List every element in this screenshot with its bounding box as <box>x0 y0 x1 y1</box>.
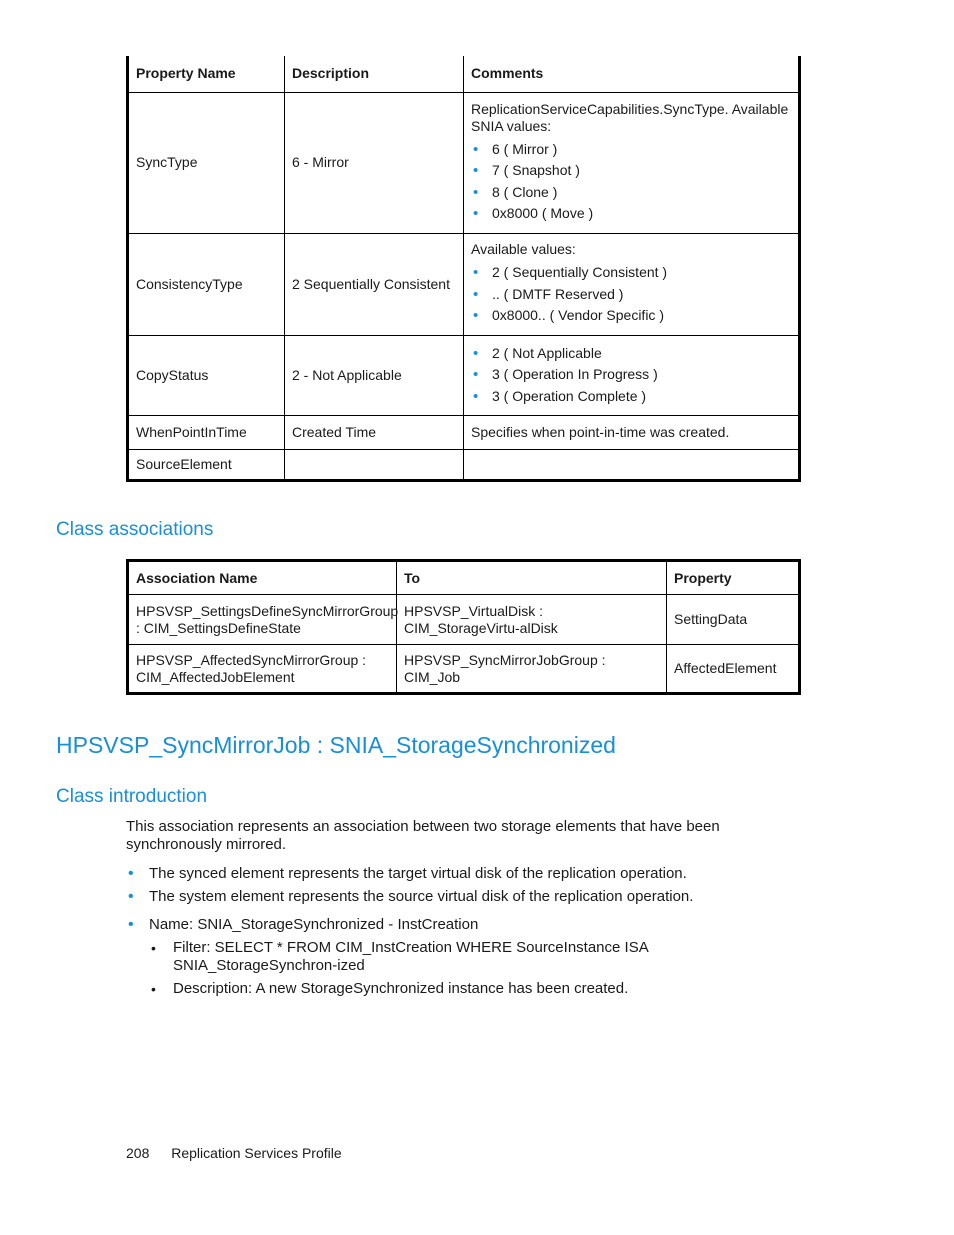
association-to: HPSVSP_VirtualDisk : CIM_StorageVirtu-alDisk <box>397 595 667 645</box>
association-property: SettingData <box>667 595 800 645</box>
table-row <box>128 233 800 335</box>
table-row <box>128 645 800 694</box>
indication-name: Name: SNIA_StorageSynchronized - InstCreation <box>149 916 479 933</box>
list-item: • 3 ( Operation In Progress ) <box>471 364 791 386</box>
list-item: • 6 ( Mirror ) <box>471 139 791 161</box>
property-comments <box>464 233 800 335</box>
association-name: HPSVSP_AffectedSyncMirrorGroup : CIM_AffectedJobElement <box>128 645 397 694</box>
header-property: Property <box>667 561 800 595</box>
property-description: 2 Sequentially Consistent <box>285 233 464 335</box>
property-name: SourceElement <box>128 449 285 480</box>
property-description: 6 - Mirror <box>285 92 464 233</box>
header-association-name: Association Name <box>128 561 397 595</box>
class-introduction-heading: Class introduction <box>56 786 208 807</box>
header-comments: Comments <box>464 56 800 92</box>
property-comments <box>464 92 800 233</box>
table-row <box>128 415 800 449</box>
header-description: Description <box>285 56 464 92</box>
element-bullet-list <box>126 865 806 911</box>
property-comments <box>464 449 800 480</box>
list-item: • The system element represents the source virtual disk of the replication operation. <box>126 888 806 906</box>
association-to: HPSVSP_SyncMirrorJobGroup : CIM_Job <box>397 645 667 694</box>
indication-list <box>126 916 806 1003</box>
list-item: • The synced element represents the target virtual disk of the replication operation. <box>126 865 806 883</box>
associations-table <box>126 559 801 695</box>
list-item: • 2 ( Sequentially Consistent ) <box>471 262 791 284</box>
comment-intro: Available values: <box>471 241 576 258</box>
value-list <box>471 262 791 327</box>
class-associations-heading: Class associations <box>56 519 214 540</box>
page-footer <box>126 1145 342 1161</box>
intro-paragraph: This association represents an association between two storage elements that have been synchronously mirrored. <box>126 818 720 853</box>
indication-description: • Description: A new StorageSynchronized instance has been created. <box>149 980 806 998</box>
property-description: Created Time <box>285 415 464 449</box>
property-comments: Specifies when point-in-time was created. <box>464 415 800 449</box>
list-item: • 8 ( Clone ) <box>471 182 791 204</box>
table-row <box>128 595 800 645</box>
indication-item <box>126 916 806 998</box>
section-title: HPSVSP_SyncMirrorJob : SNIA_StorageSynchronized <box>56 732 616 758</box>
list-item: • 0x8000 ( Move ) <box>471 203 791 225</box>
footer-title: Replication Services Profile <box>171 1145 342 1161</box>
association-name: HPSVSP_SettingsDefineSyncMirrorGroup : CIM_SettingsDefineState <box>128 595 397 645</box>
property-comments <box>464 335 800 415</box>
indication-details <box>149 939 806 998</box>
property-name: CopyStatus <box>128 335 285 415</box>
property-description <box>285 449 464 480</box>
property-name: SyncType <box>128 92 285 233</box>
list-item: • 2 ( Not Applicable <box>471 343 791 365</box>
list-item: • .. ( DMTF Reserved ) <box>471 284 791 306</box>
table-row <box>128 92 800 233</box>
list-item: • 0x8000.. ( Vendor Specific ) <box>471 305 791 327</box>
table-row <box>128 335 800 415</box>
list-item: • 3 ( Operation Complete ) <box>471 386 791 408</box>
property-name: WhenPointInTime <box>128 415 285 449</box>
header-property-name: Property Name <box>128 56 285 92</box>
table-row <box>128 449 800 480</box>
header-to: To <box>397 561 667 595</box>
page-number: 208 <box>126 1145 150 1161</box>
properties-table <box>126 56 801 482</box>
comment-intro: ReplicationServiceCapabilities.SyncType. Available SNIA values: <box>471 100 789 134</box>
association-property: AffectedElement <box>667 645 800 694</box>
list-item: • 7 ( Snapshot ) <box>471 160 791 182</box>
property-name: ConsistencyType <box>128 233 285 335</box>
value-list <box>471 139 791 225</box>
property-description: 2 - Not Applicable <box>285 335 464 415</box>
value-list <box>471 343 791 408</box>
indication-filter: • Filter: SELECT * FROM CIM_InstCreation WHERE SourceInstance ISA SNIA_StorageSynchron-ized <box>149 939 806 975</box>
